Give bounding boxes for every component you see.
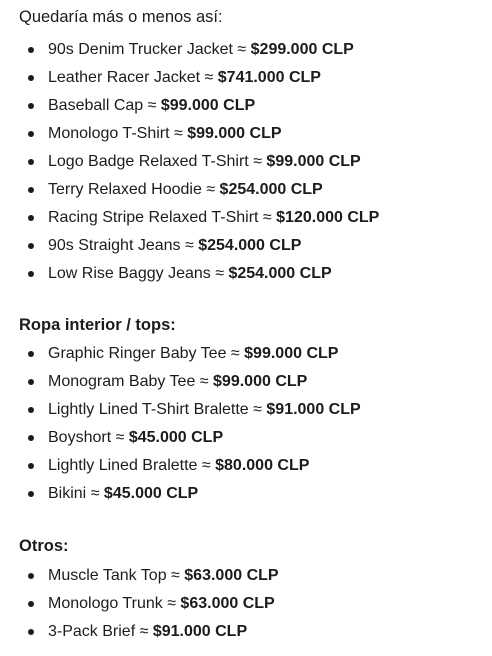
bullet-icon	[28, 601, 34, 607]
item-name: Bikini	[48, 485, 87, 502]
list-item	[0, 176, 492, 204]
bullet-icon	[28, 215, 34, 221]
approx-sign: ≈	[167, 595, 176, 612]
item-price: $99.000 CLP	[244, 345, 339, 362]
approx-sign: ≈	[115, 429, 125, 446]
item-name: Racing Stripe Relaxed T-Shirt	[48, 209, 259, 226]
approx-sign: ≈	[204, 69, 214, 86]
list-item	[0, 396, 492, 424]
bullet-icon	[28, 187, 34, 193]
item-price: $254.000 CLP	[219, 181, 323, 198]
item-price: $99.000 CLP	[213, 373, 308, 390]
bullet-icon	[28, 435, 34, 441]
list-item	[0, 36, 492, 64]
section-heading-underwear: Ropa interior / tops:	[19, 316, 176, 334]
list-item	[0, 64, 492, 92]
bullet-icon	[28, 351, 34, 357]
item-price: $741.000 CLP	[217, 69, 321, 86]
bullet-icon	[28, 159, 34, 165]
bullet-icon	[28, 379, 34, 385]
approx-sign: ≈	[253, 153, 262, 170]
bullet-icon	[28, 491, 34, 497]
item-name: Baseball Cap	[48, 97, 144, 114]
item-name: Leather Racer Jacket	[48, 69, 201, 86]
list-item	[0, 204, 492, 232]
list-item	[0, 148, 492, 176]
item-name: 3-Pack Brief	[48, 623, 136, 640]
approx-sign: ≈	[215, 265, 224, 282]
item-price: $63.000 CLP	[180, 595, 275, 612]
approx-sign: ≈	[253, 401, 262, 418]
approx-sign: ≈	[174, 125, 183, 142]
item-price: $45.000 CLP	[103, 485, 199, 502]
item-name: Monologo T-Shirt	[48, 125, 170, 142]
list-item	[0, 232, 492, 260]
item-list-underwear	[0, 340, 492, 508]
item-price: $91.000 CLP	[266, 401, 361, 418]
approx-sign: ≈	[237, 41, 247, 58]
bullet-icon	[28, 271, 34, 277]
item-price: $299.000 CLP	[250, 41, 354, 58]
list-item	[0, 480, 492, 508]
bullet-icon	[28, 407, 34, 413]
bullet-icon	[28, 463, 34, 469]
list-item	[0, 562, 492, 590]
approx-sign: ≈	[262, 209, 272, 226]
item-list-main	[0, 36, 492, 288]
approx-sign: ≈	[230, 345, 240, 362]
list-item	[0, 260, 492, 288]
item-name: Logo Badge Relaxed T-Shirt	[48, 153, 249, 170]
list-item	[0, 340, 492, 368]
item-name: 90s Straight Jeans	[48, 237, 181, 254]
item-price: $63.000 CLP	[184, 567, 279, 584]
item-name: Graphic Ringer Baby Tee	[48, 345, 227, 362]
item-name: Low Rise Baggy Jeans	[48, 265, 211, 282]
approx-sign: ≈	[201, 457, 211, 474]
approx-sign: ≈	[199, 373, 209, 390]
list-item	[0, 452, 492, 480]
item-name: Lightly Lined Bralette	[48, 457, 198, 474]
bullet-icon	[28, 629, 34, 635]
item-name: Terry Relaxed Hoodie	[48, 181, 202, 198]
item-list-others	[0, 562, 492, 646]
list-item	[0, 590, 492, 618]
item-price: $45.000 CLP	[128, 429, 224, 446]
item-price: $254.000 CLP	[228, 265, 332, 282]
bullet-icon	[28, 47, 34, 53]
item-name: Muscle Tank Top	[48, 567, 167, 584]
list-item	[0, 92, 492, 120]
approx-sign: ≈	[90, 485, 100, 502]
bullet-icon	[28, 103, 34, 109]
item-name: Boyshort	[48, 429, 112, 446]
intro-text: Quedaría más o menos así:	[19, 8, 223, 26]
approx-sign: ≈	[147, 97, 157, 114]
item-name: Monogram Baby Tee	[48, 373, 196, 390]
list-item	[0, 120, 492, 148]
item-name: 90s Denim Trucker Jacket	[48, 41, 233, 58]
item-price: $99.000 CLP	[187, 125, 282, 142]
bullet-icon	[28, 131, 34, 137]
approx-sign: ≈	[171, 567, 180, 584]
item-price: $80.000 CLP	[215, 457, 310, 474]
approx-sign: ≈	[184, 237, 194, 254]
item-name: Lightly Lined T-Shirt Bralette	[48, 401, 249, 418]
item-price: $254.000 CLP	[198, 237, 302, 254]
section-heading-others: Otros:	[19, 537, 69, 555]
list-item	[0, 368, 492, 396]
item-price: $99.000 CLP	[160, 97, 256, 114]
approx-sign: ≈	[139, 623, 149, 640]
list-item	[0, 618, 492, 646]
item-price: $99.000 CLP	[266, 153, 361, 170]
bullet-icon	[28, 75, 34, 81]
bullet-icon	[28, 243, 34, 249]
list-item	[0, 424, 492, 452]
approx-sign: ≈	[206, 181, 216, 198]
item-name: Monologo Trunk	[48, 595, 163, 612]
item-price: $91.000 CLP	[152, 623, 248, 640]
item-price: $120.000 CLP	[276, 209, 380, 226]
bullet-icon	[28, 573, 34, 579]
